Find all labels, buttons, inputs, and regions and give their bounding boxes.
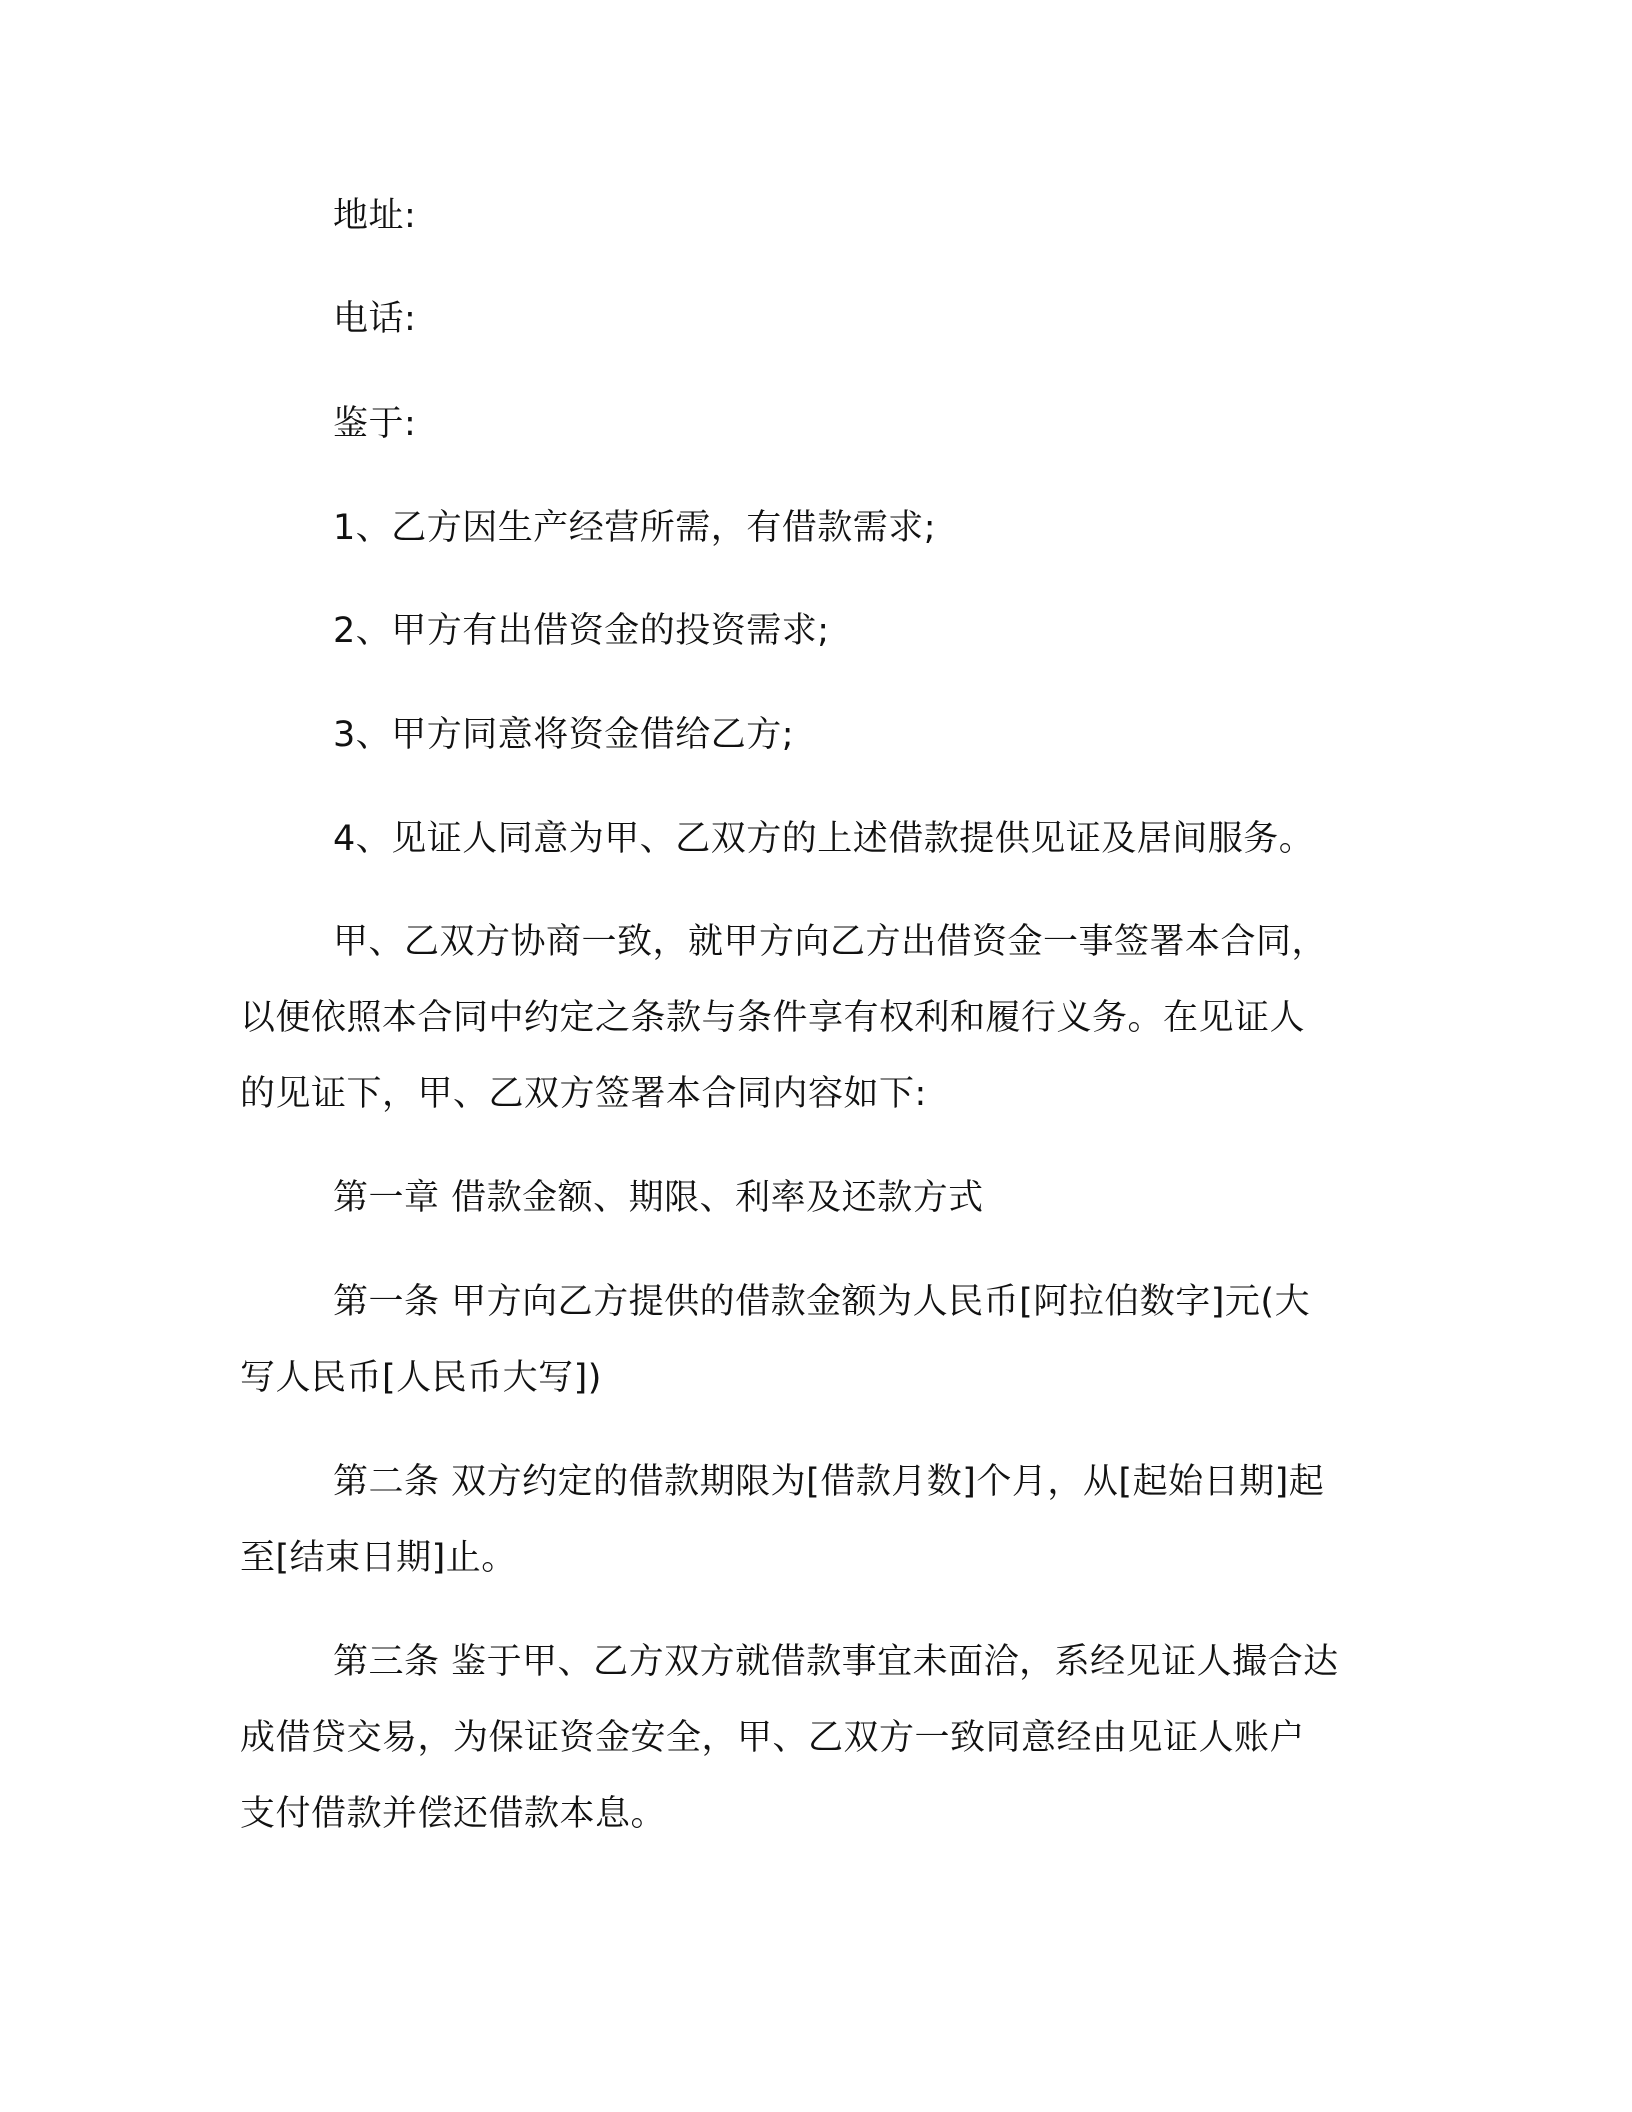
- article-1-line: 写人民币[人民币大写]): [240, 1358, 602, 1398]
- recital-item: 2、甲方有出借资金的投资需求;: [333, 611, 830, 651]
- article-3-line: 第三条 鉴于甲、乙方双方就借款事宜未面洽，系经见证人撮合达: [333, 1642, 1339, 1682]
- phone-label: 电话:: [333, 299, 417, 339]
- chapter-1-title: 第一章 借款金额、期限、利率及还款方式: [333, 1178, 984, 1218]
- whereas-label: 鉴于:: [333, 404, 417, 444]
- recital-item: 1、乙方因生产经营所需，有借款需求;: [333, 508, 937, 548]
- address-label: 地址:: [333, 196, 417, 236]
- article-2-line: 第二条 双方约定的借款期限为[借款月数]个月，从[起始日期]起: [333, 1462, 1325, 1502]
- recital-item: 3、甲方同意将资金借给乙方;: [333, 715, 795, 755]
- preamble-line: 的见证下，甲、乙双方签署本合同内容如下:: [240, 1074, 927, 1114]
- article-3-line: 成借贷交易，为保证资金安全，甲、乙双方一致同意经由见证人账户: [240, 1718, 1306, 1758]
- article-2-line: 至[结束日期]止。: [240, 1538, 517, 1578]
- article-1-line: 第一条 甲方向乙方提供的借款金额为人民币[阿拉伯数字]元(大: [333, 1282, 1311, 1322]
- recital-item: 4、见证人同意为甲、乙双方的上述借款提供见证及居间服务。: [333, 819, 1315, 859]
- preamble-line: 以便依照本合同中约定之条款与条件享有权利和履行义务。在见证人: [240, 998, 1306, 1038]
- preamble-line: 甲、乙双方协商一致，就甲方向乙方出借资金一事签署本合同，: [333, 922, 1328, 962]
- article-3-line: 支付借款并偿还借款本息。: [240, 1794, 667, 1834]
